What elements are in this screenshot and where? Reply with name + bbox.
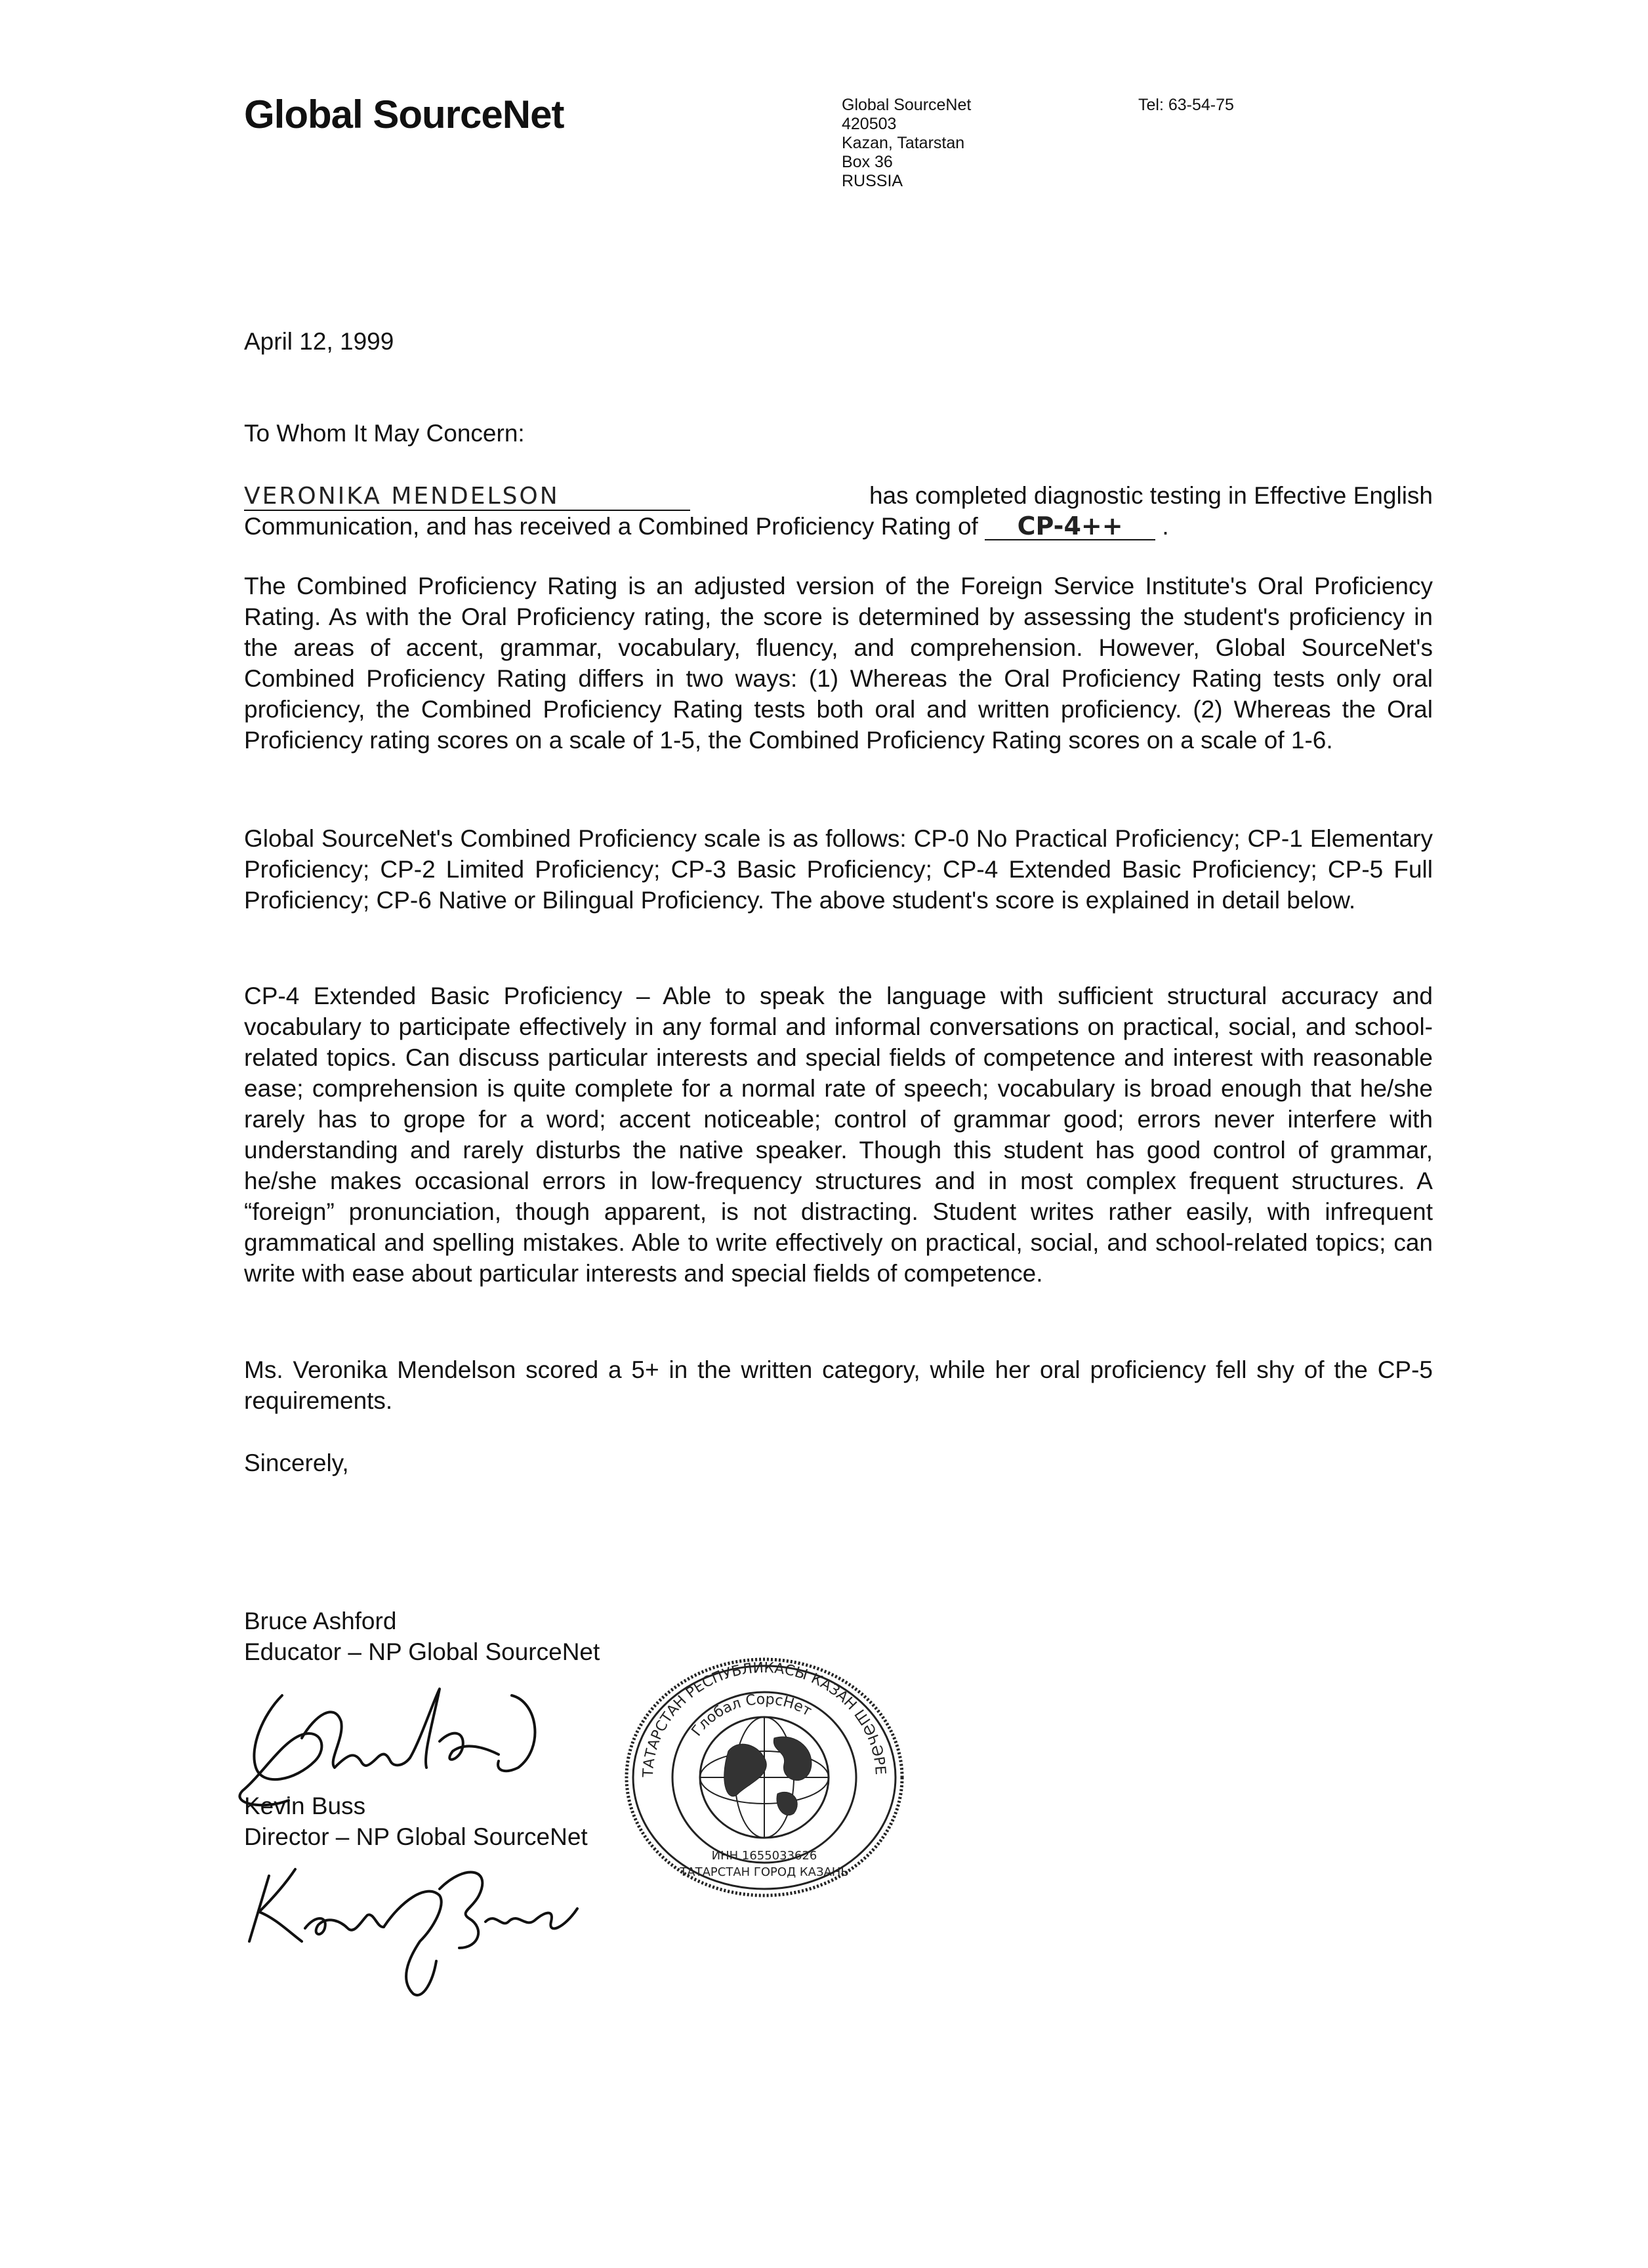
address-line: 420503 <box>842 115 897 133</box>
seal-id-text: ИНН 1655033626 <box>711 1849 817 1863</box>
signatory-title: Educator – NP Global SourceNet <box>244 1638 600 1665</box>
rating-handwritten: CP-4++ <box>985 513 1155 540</box>
address-line: Box 36 <box>842 153 893 171</box>
completion-second-line <box>244 511 1433 542</box>
signatory-block-2 <box>244 1791 588 1852</box>
signature-kevin-buss <box>243 1850 649 2000</box>
closing: Sincerely, <box>244 1449 349 1476</box>
salutation: To Whom It May Concern: <box>244 420 525 447</box>
score-summary-paragraph: Ms. Veronika Mendelson scored a 5+ in the written category, while her oral proficiency fell shy of the CP-5 requirements. <box>244 1356 1433 1414</box>
seal-bottom-text: ТАТАРСТАН ГОРОД КАЗАНЬ <box>680 1865 849 1879</box>
address-line: Global SourceNet <box>842 96 972 114</box>
completion-text-a: has completed diagnostic testing in Effective English <box>869 482 1433 509</box>
address-line: RUSSIA <box>842 172 903 190</box>
signatory-name: Kevin Buss <box>244 1792 366 1819</box>
student-name-handwritten: VERONIKA MENDELSON <box>244 483 690 511</box>
rating-explanation-paragraph: The Combined Proficiency Rating is an adjusted version of the Foreign Service Institute's Oral Proficiency Rating. As with the Oral Proficiency rating, the score is determined by assessing the student's proficiency in the areas of accent, grammar, vocabulary, fluency, and comprehension. However, Global SourceNet's Combined Proficiency Rating differs in two ways: (1) Whereas the Oral Proficiency Rating tests only oral proficiency, the Combined Proficiency Rating tests both oral and written proficiency. (2) Whereas the Oral Proficiency rating scores on a scale of 1-5, the Combined Proficiency Rating scores on a scale of 1-6. <box>244 573 1433 754</box>
signatory-name: Bruce Ashford <box>244 1608 397 1634</box>
scale-paragraph: Global SourceNet's Combined Proficiency scale is as follows: CP-0 No Practical Proficiency; CP-1 Elementary Proficiency; CP-2 Limited Proficiency; CP-3 Basic Proficiency; CP-4 Extended Basic Proficiency; CP-5 Full Proficiency; CP-6 Native or Bilingual Proficiency. The above student's score is explained in detail below. <box>244 825 1433 914</box>
letterhead-address <box>842 96 971 191</box>
completion-period: . <box>1162 513 1169 540</box>
organization-seal-stamp <box>607 1653 922 1902</box>
letter-date: April 12, 1999 <box>244 328 394 355</box>
signatory-block-1 <box>244 1606 600 1667</box>
completion-first-line <box>244 480 1433 511</box>
completion-paragraph <box>244 480 1433 542</box>
seal-outer-text: ТАТАРСТАН РЕСПУБЛИКАСЫ КАЗАН ШӘҺӘРЕ <box>640 1659 889 1778</box>
seal-inner-text: Глобал СорсНет <box>688 1691 815 1740</box>
company-logo: Global SourceNet <box>244 92 564 136</box>
address-line: Kazan, Tatarstan <box>842 134 965 152</box>
signatory-title: Director – NP Global SourceNet <box>244 1823 588 1850</box>
letterhead-telephone: Tel: 63-54-75 <box>1138 96 1234 114</box>
cp4-description-paragraph: CP-4 Extended Basic Proficiency – Able to speak the language with sufficient structural accuracy and vocabulary to participate effectively in any formal and informal conversations on practical, social, and school-related topics. Can discuss particular interests and special fields of competence and interest with reasonable ease; comprehension is quite complete for a normal rate of speech; vocabulary is broad enough that he/she rarely has to grope for a word; accent noticeable; control of grammar good; errors never interfere with understanding and rarely disturbs the native speaker. Though this student has good control of grammar, he/she makes occasional errors in low-frequency structures and in most complex frequent structures. A “foreign” pronunciation, though apparent, is not distracting. Student writes rather easily, with infrequent grammatical and spelling mistakes. Able to write effectively on practical, social, and school-related topics; can write with ease about particular interests and special fields of competence. <box>244 982 1433 1287</box>
completion-text-b: Communication, and has received a Combined Proficiency Rating of <box>244 513 978 540</box>
